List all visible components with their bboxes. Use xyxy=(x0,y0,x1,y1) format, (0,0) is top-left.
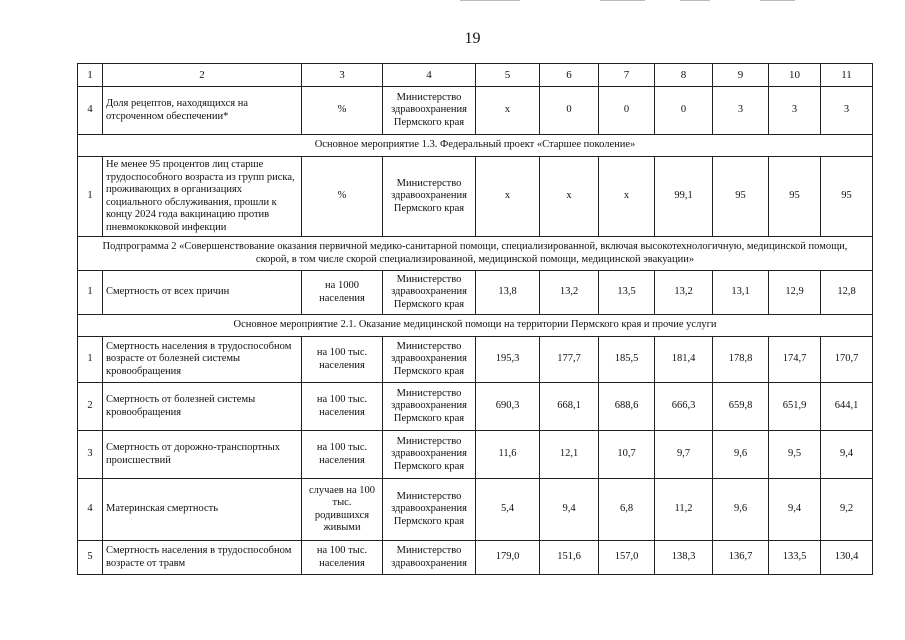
value-cell-7: х xyxy=(599,157,655,237)
header-cell: 7 xyxy=(599,64,655,87)
value-cell-6: 12,1 xyxy=(540,431,599,479)
unit-cell: на 100 тыс. населения xyxy=(302,431,383,479)
value-cell-11: 9,2 xyxy=(821,479,873,541)
value-cell-9: 136,7 xyxy=(713,541,769,575)
value-cell-9: 659,8 xyxy=(713,383,769,431)
header-cell: 9 xyxy=(713,64,769,87)
indicator-name-cell: Материнская смертность xyxy=(103,479,302,541)
row-number-cell: 2 xyxy=(78,383,103,431)
value-cell-7: 185,5 xyxy=(599,337,655,383)
value-cell-11: 12,8 xyxy=(821,271,873,315)
row-number-cell: 5 xyxy=(78,541,103,575)
row-number-cell: 1 xyxy=(78,271,103,315)
value-cell-11: 95 xyxy=(821,157,873,237)
table-row xyxy=(78,431,873,479)
section-title: Подпрограмма 2 «Совершенствование оказания первичной медико-санитарной помощи, специализированной, включая высокотехнологичную, медицинской помощи, скорой, в том числе скорой специализированной, медицинской помощи, медицинской эвакуации» xyxy=(78,237,873,271)
value-cell-9: 9,6 xyxy=(713,479,769,541)
header-cell: 1 xyxy=(78,64,103,87)
indicator-name-cell: Смертность от дорожно-транспортных происшествий xyxy=(103,431,302,479)
value-cell-5: х xyxy=(476,87,540,135)
header-cell: 8 xyxy=(655,64,713,87)
indicator-name-cell: Не менее 95 процентов лиц старше трудоспособного возраста из групп риска, проживающих в организациях социального обслуживания, прошли к концу 2024 года вакцинацию против пневмококковой инфекции xyxy=(103,157,302,237)
indicator-name-cell: Смертность от всех причин xyxy=(103,271,302,315)
value-cell-10: 651,9 xyxy=(769,383,821,431)
header-cell: 11 xyxy=(821,64,873,87)
unit-cell: % xyxy=(302,157,383,237)
section-title: Основное мероприятие 2.1. Оказание медицинской помощи на территории Пермского края и прочие услуги xyxy=(78,315,873,337)
value-cell-9: 9,6 xyxy=(713,431,769,479)
value-cell-6: 668,1 xyxy=(540,383,599,431)
unit-cell: на 100 тыс. населения xyxy=(302,383,383,431)
value-cell-5: х xyxy=(476,157,540,237)
value-cell-5: 179,0 xyxy=(476,541,540,575)
value-cell-9: 178,8 xyxy=(713,337,769,383)
indicators-table xyxy=(77,63,873,575)
value-cell-7: 688,6 xyxy=(599,383,655,431)
unit-cell: на 100 тыс. населения xyxy=(302,541,383,575)
value-cell-11: 3 xyxy=(821,87,873,135)
value-cell-6: 151,6 xyxy=(540,541,599,575)
indicator-name-cell: Смертность от болезней системы кровообращения xyxy=(103,383,302,431)
row-number-cell: 1 xyxy=(78,157,103,237)
value-cell-5: 195,3 xyxy=(476,337,540,383)
responsible-org-cell: Министерство здравоохранения Пермского края xyxy=(383,431,476,479)
responsible-org-cell: Министерство здравоохранения Пермского края xyxy=(383,383,476,431)
value-cell-6: 9,4 xyxy=(540,479,599,541)
table-row xyxy=(78,157,873,237)
value-cell-10: 9,4 xyxy=(769,479,821,541)
responsible-org-cell: Министерство здравоохранения Пермского края xyxy=(383,479,476,541)
value-cell-8: 9,7 xyxy=(655,431,713,479)
value-cell-7: 6,8 xyxy=(599,479,655,541)
value-cell-11: 9,4 xyxy=(821,431,873,479)
value-cell-7: 13,5 xyxy=(599,271,655,315)
row-number-cell: 3 xyxy=(78,431,103,479)
indicator-name-cell: Смертность населения в трудоспособном возрасте от болезней системы кровообращения xyxy=(103,337,302,383)
value-cell-8: 11,2 xyxy=(655,479,713,541)
section-title: Основное мероприятие 1.3. Федеральный проект «Старшее поколение» xyxy=(78,135,873,157)
indicator-name-cell: Смертность населения в трудоспособном возрасте от травм xyxy=(103,541,302,575)
value-cell-7: 157,0 xyxy=(599,541,655,575)
table-row xyxy=(78,383,873,431)
responsible-org-cell: Министерство здравоохранения Пермского края xyxy=(383,157,476,237)
table-row xyxy=(78,479,873,541)
header-cell: 5 xyxy=(476,64,540,87)
header-cell: 3 xyxy=(302,64,383,87)
value-cell-6: 177,7 xyxy=(540,337,599,383)
responsible-org-cell: Министерство здравоохранения Пермского края xyxy=(383,271,476,315)
header-cell: 2 xyxy=(103,64,302,87)
value-cell-8: 138,3 xyxy=(655,541,713,575)
scan-top-edge xyxy=(0,0,905,2)
header-cell: 6 xyxy=(540,64,599,87)
value-cell-10: 12,9 xyxy=(769,271,821,315)
value-cell-10: 3 xyxy=(769,87,821,135)
value-cell-7: 10,7 xyxy=(599,431,655,479)
value-cell-6: х xyxy=(540,157,599,237)
unit-cell: на 100 тыс. населения xyxy=(302,337,383,383)
value-cell-8: 181,4 xyxy=(655,337,713,383)
value-cell-6: 0 xyxy=(540,87,599,135)
table-row xyxy=(78,87,873,135)
section-row xyxy=(78,135,873,157)
unit-cell: случаев на 100 тыс. родившихся живыми xyxy=(302,479,383,541)
value-cell-8: 666,3 xyxy=(655,383,713,431)
value-cell-9: 13,1 xyxy=(713,271,769,315)
unit-cell: на 1000 населения xyxy=(302,271,383,315)
value-cell-10: 95 xyxy=(769,157,821,237)
value-cell-11: 170,7 xyxy=(821,337,873,383)
section-row xyxy=(78,237,873,271)
table-row xyxy=(78,271,873,315)
column-number-header-row xyxy=(78,64,873,87)
value-cell-11: 644,1 xyxy=(821,383,873,431)
value-cell-8: 0 xyxy=(655,87,713,135)
responsible-org-cell: Министерство здравоохранения xyxy=(383,541,476,575)
value-cell-11: 130,4 xyxy=(821,541,873,575)
responsible-org-cell: Министерство здравоохранения Пермского края xyxy=(383,87,476,135)
value-cell-5: 11,6 xyxy=(476,431,540,479)
value-cell-6: 13,2 xyxy=(540,271,599,315)
header-cell: 4 xyxy=(383,64,476,87)
value-cell-9: 95 xyxy=(713,157,769,237)
value-cell-8: 13,2 xyxy=(655,271,713,315)
value-cell-10: 133,5 xyxy=(769,541,821,575)
value-cell-5: 5,4 xyxy=(476,479,540,541)
value-cell-5: 690,3 xyxy=(476,383,540,431)
value-cell-5: 13,8 xyxy=(476,271,540,315)
value-cell-9: 3 xyxy=(713,87,769,135)
table-row xyxy=(78,337,873,383)
value-cell-10: 174,7 xyxy=(769,337,821,383)
table-row xyxy=(78,541,873,575)
value-cell-8: 99,1 xyxy=(655,157,713,237)
indicator-name-cell: Доля рецептов, находящихся на отсроченном обеспечении* xyxy=(103,87,302,135)
section-row xyxy=(78,315,873,337)
unit-cell: % xyxy=(302,87,383,135)
responsible-org-cell: Министерство здравоохранения Пермского края xyxy=(383,337,476,383)
table-body xyxy=(78,64,873,575)
page-number: 19 xyxy=(464,30,481,47)
row-number-cell: 1 xyxy=(78,337,103,383)
value-cell-7: 0 xyxy=(599,87,655,135)
row-number-cell: 4 xyxy=(78,87,103,135)
value-cell-10: 9,5 xyxy=(769,431,821,479)
header-cell: 10 xyxy=(769,64,821,87)
row-number-cell: 4 xyxy=(78,479,103,541)
